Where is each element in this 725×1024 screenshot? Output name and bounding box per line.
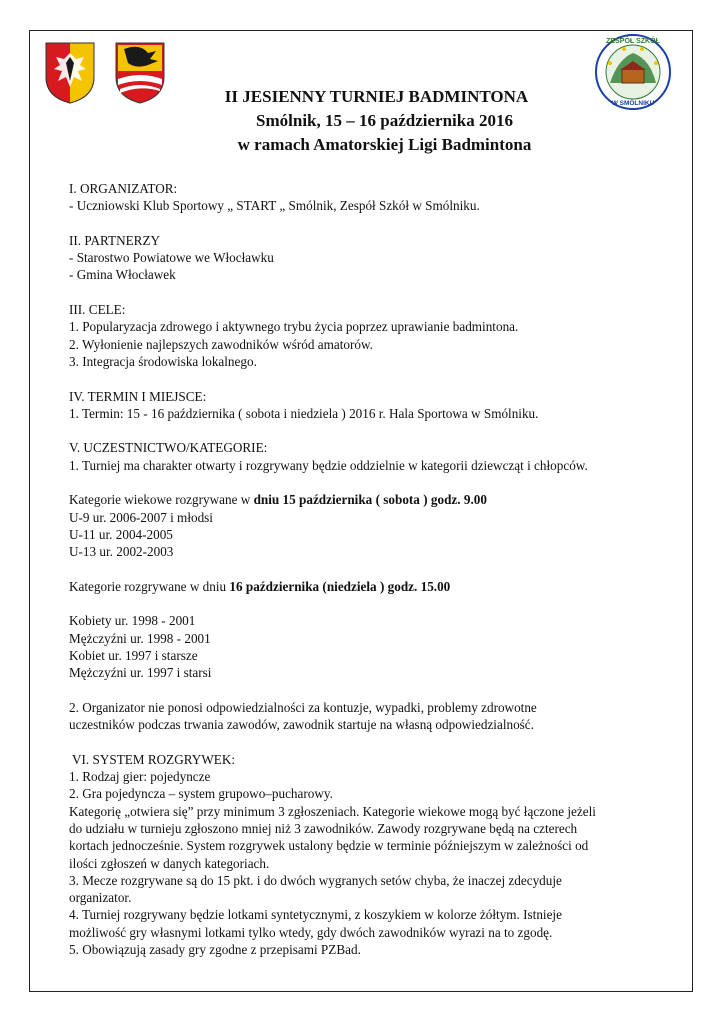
liability-line: uczestników podczas trwania zawodów, zawodnik startuje na własną odpowiedzialność. xyxy=(69,717,534,733)
section-heading-goals: III. CELE: xyxy=(69,302,126,318)
system-item: 1. Rodzaj gier: pojedyncze xyxy=(69,769,211,785)
section-heading-system: VI. SYSTEM ROZGRYWEK: xyxy=(72,751,236,767)
sunday-intro-text: Kategorie rozgrywane w dniu xyxy=(69,578,230,594)
goal-item: 1. Popularyzacja zdrowego i aktywnego trybu życia poprzez uprawianie badmintona. xyxy=(69,319,519,335)
document-body xyxy=(69,180,689,958)
system-item: do udziału w turnieju zgłoszono mniej niż 3 zawodników. Zawody rozgrywane będą na czterech xyxy=(69,820,578,836)
partner-item: - Starostwo Powiatowe we Włocławku xyxy=(69,250,274,266)
organizer-line: - Uczniowski Klub Sportowy „ START „ Smólnik, Zespół Szkół w Smólniku. xyxy=(69,198,480,214)
section-heading-partners: II. PARTNERZY xyxy=(69,232,161,248)
partner-item: - Gmina Włocławek xyxy=(69,267,176,283)
document-subtitle-league: w ramach Amatorskiej Ligi Badmintona xyxy=(237,135,532,154)
adult-category-item: Kobiet ur. 1997 i starsze xyxy=(69,648,198,664)
section-heading-participation: V. UCZESTNICTWO/KATEGORIE: xyxy=(69,440,268,456)
system-item: możliwość gry własnymi lotkami tylko wtedy, gdy dwóch zawodników wyrazi na to zgodę. xyxy=(69,924,553,940)
system-item: 2. Gra pojedyncza – system grupowo–pucharowy. xyxy=(69,786,333,802)
goal-item: 2. Wyłonienie najlepszych zawodników wśród amatorów. xyxy=(69,336,373,352)
age-categories-intro xyxy=(69,491,689,508)
school-logo-bottom-text: W SMÓLNIKU xyxy=(611,100,655,107)
system-item: 4. Turniej rozgrywany będzie lotkami syntetycznymi, z koszykiem w kolorze żółtym. Istnieje xyxy=(69,907,562,923)
term-line: 1. Termin: 15 - 16 października ( sobota i niedziela ) 2016 r. Hala Sportowa w Smólniku. xyxy=(69,405,539,421)
system-item: 3. Mecze rozgrywane są do 15 pkt. i do dwóch wygranych setów chyba, że inaczej zdecyduje xyxy=(69,872,562,888)
system-item: Kategorię „otwiera się” przy minimum 3 zgłoszeniach. Kategorie wiekowe mogą być łączone jeżeli xyxy=(69,803,596,819)
participation-line: 1. Turniej ma charakter otwarty i rozgrywany będzie oddzielnie w kategorii dziewcząt i chłopców. xyxy=(69,457,588,473)
section-heading-term: IV. TERMIN I MIEJSCE: xyxy=(69,388,207,404)
document-title: II JESIENNY TURNIEJ BADMINTONA xyxy=(224,87,529,106)
system-item: organizator. xyxy=(69,890,132,906)
section-heading-organizer: I. ORGANIZATOR: xyxy=(69,181,178,196)
adult-category-item: Mężczyźni ur. 1998 - 2001 xyxy=(69,630,211,646)
liability-line: 2. Organizator nie ponosi odpowiedzialności za kontuzje, wypadki, problemy zdrowotne xyxy=(69,699,537,715)
age-intro-date: dniu 15 października ( sobota ) godz. 9.00 xyxy=(253,492,487,508)
document-subtitle-date: Smólnik, 15 – 16 października 2016 xyxy=(256,111,513,130)
system-item: ilości zgłoszeń w danych kategoriach. xyxy=(69,855,270,871)
age-category-item: U-9 ur. 2006-2007 i młodsi xyxy=(69,509,213,525)
adult-category-item: Mężczyźni ur. 1997 i starsi xyxy=(69,665,212,681)
system-item: kortach jednocześnie. System rozgrywek ustalony będzie w terminie późniejszym w zależności od xyxy=(69,838,589,854)
system-item: 5. Obowiązują zasady gry zgodne z przepisami PZBad. xyxy=(69,942,361,958)
age-category-item: U-13 ur. 2002-2003 xyxy=(69,544,174,560)
goal-item: 3. Integracja środowiska lokalnego. xyxy=(69,353,257,369)
age-category-item: U-11 ur. 2004-2005 xyxy=(69,526,173,542)
sunday-intro-date: 16 października (niedziela ) godz. 15.00 xyxy=(229,578,451,594)
age-intro-text: Kategorie wiekowe rozgrywane w xyxy=(69,492,254,508)
school-logo-top-text: ZESPÓŁ SZKÓŁ xyxy=(606,38,660,45)
sunday-categories-intro xyxy=(69,578,689,595)
adult-category-item: Kobiety ur. 1998 - 2001 xyxy=(69,613,196,629)
